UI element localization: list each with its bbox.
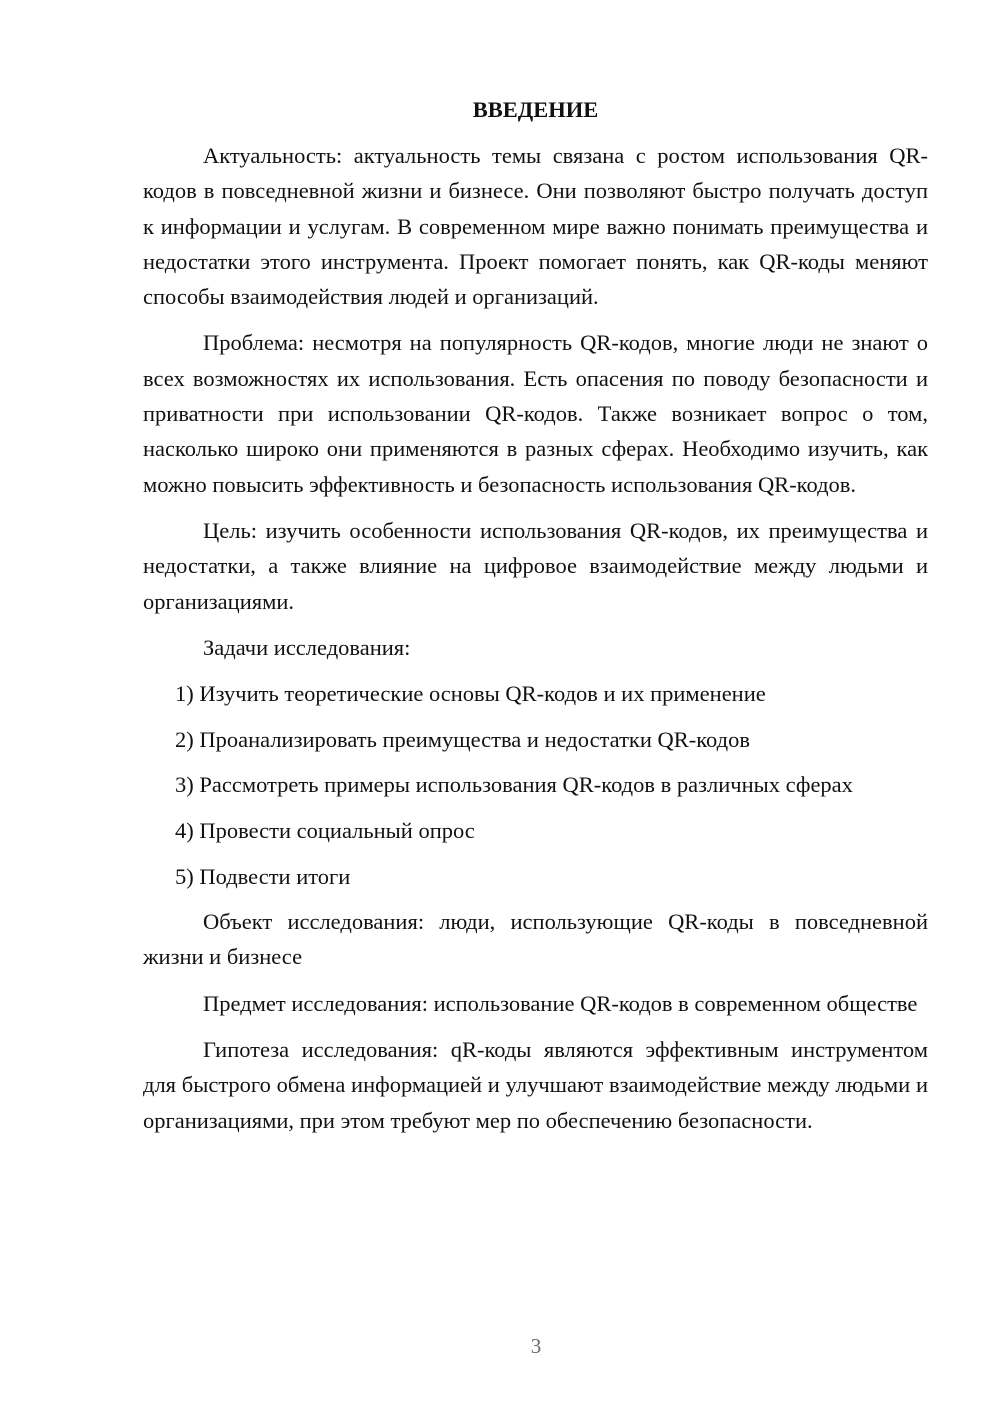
page-title: ВВЕДЕНИЕ — [472, 97, 599, 122]
list-item: 1) Изучить теоретические основы QR-кодов и их применение — [175, 681, 766, 707]
paragraph-object: Объект исследования: люди, использующие QR-коды в повседневной жизни и бизнесе — [143, 909, 928, 970]
page-number: 3 — [530, 1334, 542, 1358]
document-page — [143, 92, 928, 1138]
paragraph-relevance: Актуальность: актуальность темы связана с ростом использования QR-кодов в повседневной жизни и бизнесе. Они позволяют быстро получать доступ к информации и услугам. В современном мире важно понимать преимущества и недостатки этого инструмента. Проект помогает понять, как QR-коды меняют способы взаимодействия людей и организаций. — [143, 143, 928, 310]
paragraph-subject: Предмет исследования: использование QR-кодов в современном обществе — [203, 990, 918, 1016]
tasks-heading: Задачи исследования: — [203, 634, 411, 660]
paragraph-problem: Проблема: несмотря на популярность QR-кодов, многие люди не знают о всех возможностях их использования. Есть опасения по поводу безопасности и приватности при использовании QR-кодов. Также возникает вопрос о том, насколько широко они применяются в разных сферах. Необходимо изучить, как можно повысить эффективность и безопасность использования QR-кодов. — [143, 330, 928, 497]
list-item: 5) Подвести итоги — [175, 863, 351, 889]
paragraph-hypothesis: Гипотеза исследования: qR-коды являются эффективным инструментом для быстрого обмена информацией и улучшают взаимодействие между людьми и организациями, при этом требуют мер по обеспечению безопасности. — [143, 1037, 928, 1133]
list-item: 2) Проанализировать преимущества и недостатки QR-кодов — [175, 726, 750, 752]
paragraph-goal: Цель: изучить особенности использования QR-кодов, их преимущества и недостатки, а также влияние на цифровое взаимодействие между людьми и организациями. — [143, 517, 928, 614]
list-item: 4) Провести социальный опрос — [175, 817, 475, 843]
list-item: 3) Рассмотреть примеры использования QR-кодов в различных сферах — [175, 772, 853, 798]
